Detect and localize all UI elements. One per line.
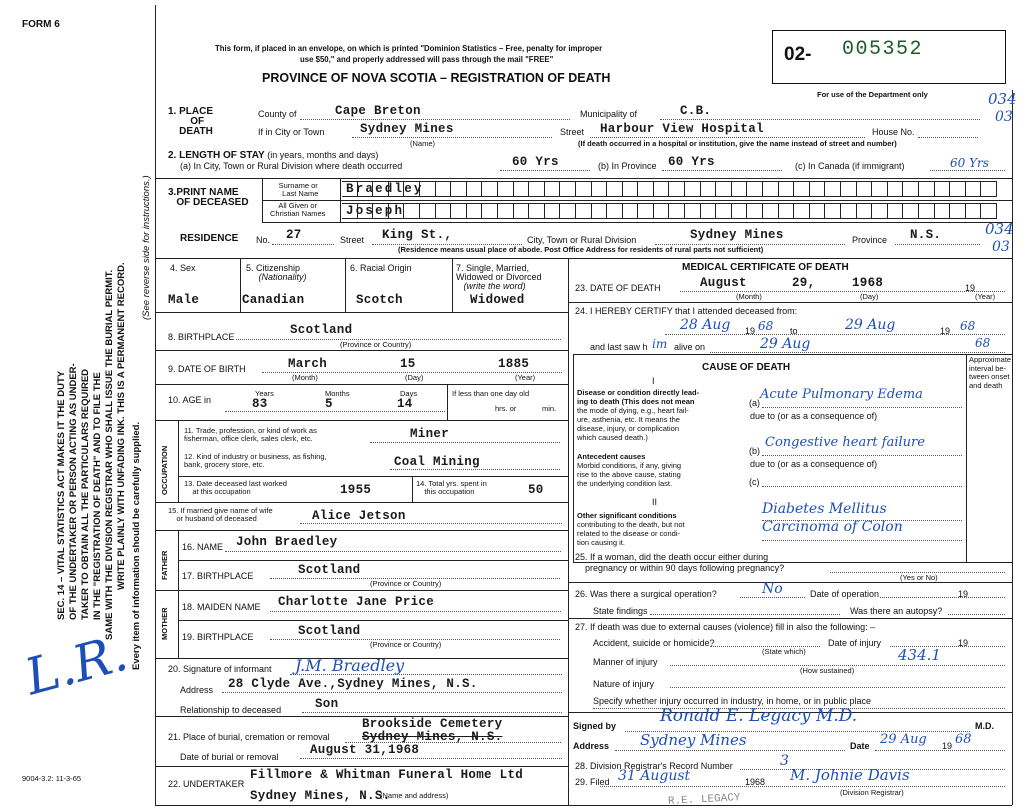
residence-street-label: Street	[340, 235, 365, 245]
dob-month: March	[288, 357, 328, 371]
form-border-left	[155, 5, 156, 805]
page-title: PROVINCE OF NOVA SCOTIA – REGISTRATION OF DEATH	[262, 71, 611, 85]
surgical-operation-value: No	[762, 581, 783, 597]
attended-to-label: to	[790, 326, 798, 336]
county-value: Cape Breton	[335, 104, 421, 118]
stay-c-value: 60 Yrs	[950, 156, 989, 170]
side-instructions-6: WRITE PLAINLY WITH UNFADING INK. THIS IS A PERMANENT RECORD.	[116, 262, 127, 590]
residence-city-label: City, Town or Rural Division	[527, 235, 637, 245]
surname-value: Braedley	[346, 182, 424, 196]
date-of-death-day: 29,	[792, 276, 816, 290]
physician-stamp: R.E. LEGACY	[667, 792, 741, 808]
residence-code-1: 034	[985, 220, 1014, 238]
city-value: Sydney Mines	[360, 122, 454, 136]
roman-two: II	[652, 497, 658, 507]
industry-value: Coal Mining	[394, 455, 480, 469]
medical-certificate-title: MEDICAL CERTIFICATE OF DEATH	[682, 262, 849, 273]
city-name-caption: (Name)	[410, 139, 436, 148]
sex-value: Male	[168, 293, 200, 307]
father-label: FATHER	[160, 550, 169, 580]
length-of-stay-label: 2. LENGTH OF STAY (in years, months and days)	[168, 150, 379, 161]
father-birthplace-label: 17. BIRTHPLACE	[182, 571, 254, 581]
registration-prefix: 02-	[784, 44, 812, 65]
street-value: Harbour View Hospital	[600, 122, 764, 136]
father-name-value: John Braedley	[236, 535, 338, 549]
maiden-name-label: 18. MAIDEN NAME	[182, 602, 261, 612]
margin-initials: L.R.	[19, 623, 134, 707]
cause-a-value: Acute Pulmonary Edema	[760, 387, 923, 402]
operation-date-19: 19	[958, 589, 969, 599]
approx-interval-label: Approximate interval be- tween onset and death	[969, 355, 1012, 390]
given-name-boxes	[342, 203, 997, 219]
father-name-label: 16. NAME	[182, 542, 224, 552]
burial-date-value: August 31,1968	[310, 743, 420, 757]
injury-date-label: Date of injury	[828, 638, 882, 648]
autopsy-label: Was there an autopsy?	[850, 606, 943, 616]
side-instructions-1: SEC. 14 – VITAL STATISTICS ACT MAKES IT THE DUTY	[56, 370, 67, 620]
dob-year: 1885	[498, 357, 530, 371]
trade-label: 11. Trade, profession, or kind of work as fisherman, office clerk, sales clerk, etc.	[184, 426, 317, 443]
print-name-label: 3.PRINT NAME OF DECEASED	[168, 187, 249, 208]
department-code-1: 034	[988, 90, 1017, 108]
side-instructions-4: IN THE "REGISTRATION OF DEATH" AND TO FILE THE	[92, 372, 103, 620]
attended-label: 24. I HEREBY CERTIFY that I attended deceased from:	[575, 306, 798, 316]
other-conditions-value: Diabetes Mellitus Carcinoma of Colon	[762, 501, 903, 536]
residence-no-label: No.	[256, 235, 271, 245]
date-of-death-19: 19	[965, 283, 976, 293]
side-instructions-8: (See reverse side for instructions.)	[141, 175, 152, 320]
cause-b-label: (b)	[749, 446, 760, 456]
dob-day: 15	[400, 357, 416, 371]
citizenship-value: Canadian	[242, 293, 305, 307]
birthplace-value: Scotland	[290, 323, 353, 337]
marital-status-label: 7. Single, Married, Widowed or Divorced (write the word)	[456, 263, 542, 291]
department-code-2: 03	[995, 109, 1013, 125]
place-of-death-label: 1. PLACE OF DEATH	[168, 106, 214, 137]
age-years-caption: Years	[255, 389, 274, 398]
age-min: min.	[542, 404, 557, 413]
informant-label: 20. Signature of informant	[168, 664, 272, 674]
county-label: County of	[258, 109, 297, 119]
age-days-caption: Days	[400, 389, 418, 398]
date-of-death-label: 23. DATE OF DEATH	[575, 283, 661, 293]
mother-birthplace-label: 19. BIRTHPLACE	[182, 632, 254, 642]
registrar-signature: M. Johnie Davis	[790, 766, 910, 784]
stay-b-label: (b) In Province	[598, 161, 657, 171]
racial-origin-value: Scotch	[356, 293, 403, 307]
age-label: 10. AGE in	[168, 395, 212, 405]
due-to-2: due to (or as a consequence of)	[750, 459, 878, 469]
side-instructions-7: Every item of information should be carefully supplied.	[131, 421, 142, 670]
operation-date-label: Date of operation	[810, 589, 880, 599]
nature-label: Nature of injury	[593, 679, 655, 689]
mother-birthplace-value: Scotland	[298, 624, 361, 638]
age-months-caption: Months	[325, 389, 350, 398]
cause-c-label: (c)	[749, 477, 760, 487]
undertaker-label: 22. UNDERTAKER	[168, 779, 245, 789]
last-worked-value: 1955	[340, 483, 372, 497]
given-label: All Given or Christian Names	[270, 201, 326, 218]
filed-date: 31 August	[618, 768, 691, 784]
birthplace-caption: (Province or Country)	[340, 340, 412, 349]
surgical-operation-label: 26. Was there a surgical operation?	[575, 589, 717, 599]
attended-from: 28 Aug	[680, 317, 731, 333]
age-less-day-label: If less than one day old	[452, 389, 530, 398]
municipality-value: C.B.	[680, 104, 712, 118]
total-years-label: 14. Total yrs. spent in this occupation	[416, 479, 487, 496]
racial-origin-label: 6. Racial Origin	[350, 263, 412, 273]
informant-address-label: Address	[180, 685, 214, 695]
father-birthplace-value: Scotland	[298, 563, 361, 577]
occupation-label: OCCUPATION	[160, 445, 169, 495]
roman-one: I	[652, 376, 655, 386]
physician-address-label: Address	[573, 741, 610, 751]
direct-cause-description: Disease or condition directly lead- ing to death (This does not mean the mode of dying, e.g., heart fail- ure, asthenia, etc. It means the disease, injury, or complication which caused death.)	[577, 388, 700, 442]
burial-date-label: Date of burial or removal	[180, 752, 279, 762]
side-instructions-5: SAME WITH THE DIVISION REGISTRAR WHO SHALL ISSUE THE BURIAL PERMIT.	[104, 269, 115, 640]
form-border-bottom	[155, 805, 1012, 806]
filed-label: 29. Filed	[575, 777, 610, 787]
side-instructions-2: OF THE UNDERTAKER OR PERSON ACTING AS UNDER-	[68, 363, 79, 620]
age-hrs: hrs. or	[495, 404, 517, 413]
residence-no-value: 27	[286, 228, 302, 242]
residence-street-value: King St.,	[382, 228, 453, 242]
cause-b-value: Congestive heart failure	[765, 435, 925, 450]
registrar-record-value: 3	[780, 753, 789, 769]
due-to-1: due to (or as a consequence of)	[750, 411, 878, 421]
pregnancy-label: 25. If a woman, did the death occur either during pregnancy or within 90 days following pregnancy?	[575, 552, 785, 574]
mother-label: MOTHER	[160, 607, 169, 640]
attended-19b: 19	[940, 326, 951, 336]
surname-boxes	[342, 181, 997, 197]
stay-a-value: 60 Yrs	[512, 155, 559, 169]
attended-year2: 68	[960, 319, 976, 333]
external-causes-label: 27. If death was due to external causes (violence) fill in also the following: –	[575, 622, 876, 632]
burial-place-value-1: Brookside Cemetery	[362, 717, 503, 731]
physician-signature: Ronald E. Legacy M.D.	[660, 706, 858, 726]
stay-c-label: (c) In Canada (if immigrant)	[795, 161, 905, 171]
injury-date-19: 19	[958, 638, 969, 648]
form-number: FORM 6	[22, 19, 60, 30]
dob-day-caption: (Day)	[405, 373, 424, 382]
physician-address: Sydney Mines	[640, 731, 747, 749]
dob-month-caption: (Month)	[292, 373, 318, 382]
pregnancy-yes-no: (Yes or No)	[900, 573, 938, 582]
form-border-right	[1012, 90, 1013, 805]
form-code: 9004-3.2: 11-3-65	[22, 774, 82, 783]
certificate-date-label: Date	[850, 741, 870, 751]
side-instructions-3: TAKER TO OBTAIN ALL THE PARTICULARS REQUIRED	[80, 368, 91, 620]
last-worked-label: 13. Date deceased last worked at this occupation	[184, 479, 287, 496]
date-of-death-day-caption: (Day)	[860, 292, 879, 301]
residence-province-label: Province	[852, 235, 888, 245]
residence-label: RESIDENCE	[180, 233, 239, 244]
certificate-date: 29 Aug	[880, 732, 927, 747]
age-months: 5	[325, 397, 333, 411]
house-label: House No.	[872, 127, 915, 137]
trade-value: Miner	[410, 427, 450, 441]
relationship-value: Son	[315, 697, 339, 711]
findings-label: State findings	[593, 606, 648, 616]
hospital-note: (If death occurred in a hospital or institution, give the name instead of street and number)	[578, 139, 897, 148]
cause-of-death-title: CAUSE OF DEATH	[702, 362, 791, 373]
surname-label: Surname or Last Name	[278, 181, 319, 198]
last-saw-label: and last saw h	[590, 342, 648, 352]
other-conditions-description: Other significant conditions contributing to the death, but not related to the disease or condi- tion causing it.	[577, 511, 685, 547]
registrar-caption: (Division Registrar)	[840, 788, 904, 797]
age-days: 14	[397, 397, 413, 411]
age-years: 83	[252, 397, 268, 411]
stay-b-value: 60 Yrs	[668, 155, 715, 169]
marital-status-value: Widowed	[470, 293, 525, 307]
given-name-value: Joseph	[346, 204, 405, 218]
sex-label: 4. Sex	[170, 263, 196, 273]
stay-a-label: (a) In City, Town or Rural Division where death occurred	[180, 161, 403, 171]
filed-year: 1968	[745, 777, 766, 787]
certificate-date-year: 68	[955, 732, 972, 747]
registration-number: 005352	[842, 38, 924, 61]
city-label: If in City or Town	[258, 127, 325, 137]
alive-on-date: 29 Aug	[760, 336, 811, 352]
date-of-death-month-caption: (Month)	[736, 292, 762, 301]
maiden-name-value: Charlotte Jane Price	[278, 595, 435, 609]
date-of-death-year-caption: (Year)	[975, 292, 996, 301]
undertaker-value-2: Sydney Mines, N.S.	[250, 789, 391, 803]
father-birthplace-caption: (Province or Country)	[370, 579, 442, 588]
header-note-2: use $50," and properly addressed will pass through the mail "FREE"	[300, 55, 554, 64]
mother-birthplace-caption: (Province or Country)	[370, 640, 442, 649]
specify-injury-label: Specify whether injury occurred in industry, in home, or in public place	[593, 696, 871, 706]
spouse-value: Alice Jetson	[312, 509, 406, 523]
street-label: Street	[560, 127, 585, 137]
burial-place-value-2: Sydney Mines, N.S.	[362, 730, 503, 744]
dob-label: 9. DATE OF BIRTH	[168, 364, 246, 374]
antecedent-description: Antecedent causes Morbid conditions, if any, giving rise to the above cause, stating the underlying condition last.	[577, 452, 682, 488]
municipality-label: Municipality of	[580, 109, 638, 119]
signed-by-label: Signed by	[573, 721, 617, 731]
dob-year-caption: (Year)	[515, 373, 536, 382]
residence-city-value: Sydney Mines	[690, 228, 784, 242]
attended-19a: 19	[745, 326, 756, 336]
md-label: M.D.	[975, 721, 994, 731]
birthplace-label: 8. BIRTHPLACE	[168, 332, 235, 342]
spouse-label: 15. If married give name of wife or husband of deceased	[168, 506, 273, 523]
last-saw-him: im	[652, 337, 668, 351]
burial-place-label: 21. Place of burial, cremation or removal	[168, 732, 330, 742]
informant-address-value: 28 Clyde Ave.,Sydney Mines, N.S.	[228, 677, 478, 691]
date-of-death-month: August	[700, 276, 747, 290]
undertaker-caption: (Name and address)	[380, 791, 449, 800]
informant-signature: J.M. Braedley	[295, 656, 405, 675]
attended-to: 29 Aug	[845, 317, 896, 333]
manner-label: Manner of injury	[593, 657, 658, 667]
cause-a-label: (a)	[749, 398, 760, 408]
date-of-death-year: 1968	[852, 276, 884, 290]
state-which: (State which)	[762, 647, 806, 656]
residence-code-2: 03	[992, 239, 1010, 255]
residence-note: (Residence means usual place of abode. Post Office Address for residents of rural parts not sufficient)	[398, 245, 764, 254]
citizenship-label: 5. Citizenship (Nationality)	[246, 263, 307, 282]
injury-code: 434.1	[898, 646, 941, 664]
industry-label: 12. Kind of industry or business, as fishing, bank, grocery store, etc.	[184, 452, 327, 469]
registrar-record-label: 28. Division Registrar's Record Number	[575, 761, 733, 771]
alive-on-year: 68	[975, 336, 991, 350]
accident-label: Accident, suicide or homicide?	[593, 638, 715, 648]
relationship-label: Relationship to deceased	[180, 705, 282, 715]
certificate-date-19: 19	[942, 741, 953, 751]
total-years-value: 50	[528, 483, 544, 497]
department-use-label: For use of the Department only	[817, 90, 928, 99]
attended-year1: 68	[758, 319, 774, 333]
residence-province-value: N.S.	[910, 228, 942, 242]
header-note-1: This form, if placed in an envelope, on which is printed "Dominion Statistics – Free, penalty for improper	[215, 44, 603, 53]
how-sustained: (How sustained)	[800, 666, 855, 675]
undertaker-value-1: Fillmore & Whitman Funeral Home Ltd	[250, 768, 524, 782]
alive-on-label: alive on	[674, 342, 706, 352]
